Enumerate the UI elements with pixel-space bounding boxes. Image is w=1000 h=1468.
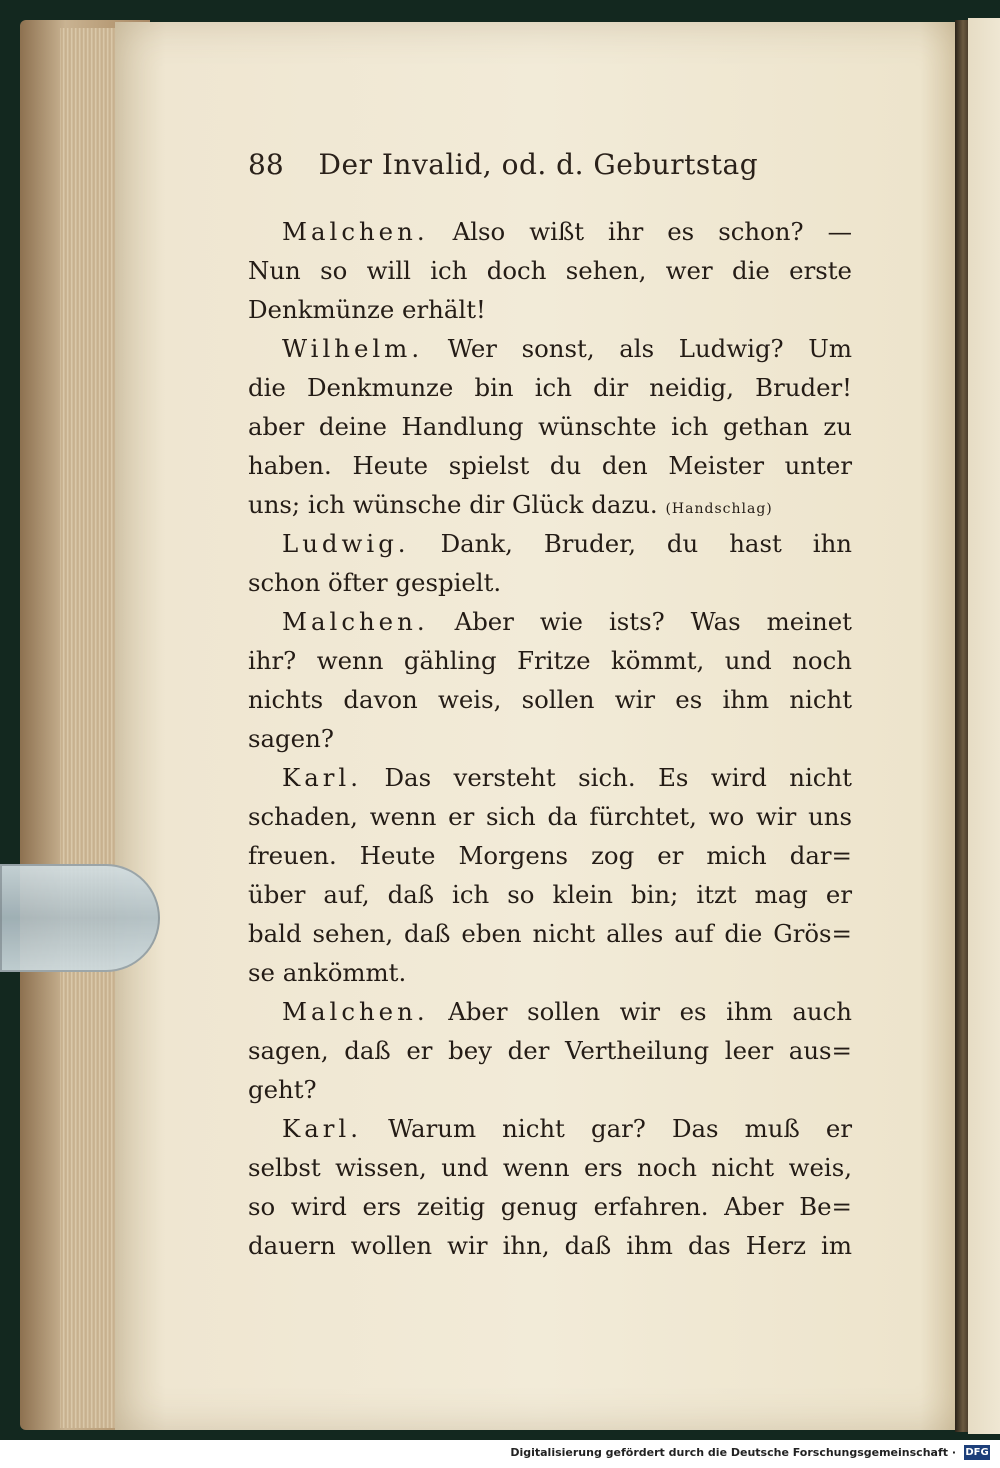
line-text: Also wißt ihr es schon? — [452, 217, 852, 246]
line-text: schon öfter gespielt. [248, 568, 502, 597]
text-line [248, 485, 852, 524]
line-text: sagen, daß er bey der Vertheilung leer aus= [248, 1036, 852, 1065]
text-line [248, 446, 852, 485]
text-line [248, 992, 852, 1031]
line-text: schaden, wenn er sich da fürchtet, wo wir uns [248, 802, 852, 831]
text-line [248, 914, 852, 953]
running-title: Der Invalid, od. d. Geburtstag [318, 148, 759, 181]
line-text: Wer sonst, als Ludwig? Um [447, 334, 852, 363]
text-line [248, 1031, 852, 1070]
line-text: uns; ich wünsche dir Glück dazu. [248, 490, 658, 519]
text-line [248, 1070, 852, 1109]
speaker-name: Malchen. [282, 217, 429, 246]
speaker-name: Wilhelm. [282, 334, 424, 363]
text-line [248, 758, 852, 797]
text-line [248, 407, 852, 446]
text-line [248, 1148, 852, 1187]
text-line [248, 1109, 852, 1148]
text-line [248, 797, 852, 836]
text-line [248, 329, 852, 368]
text-line [248, 563, 852, 602]
line-text: sagen? [248, 724, 334, 753]
page-holder-clip [0, 864, 160, 972]
text-line [248, 602, 852, 641]
line-text: aber deine Handlung wünschte ich gethan zu [248, 412, 852, 441]
stage-direction: (Handschlag) [665, 501, 773, 517]
line-text: geht? [248, 1075, 317, 1104]
line-text: über auf, daß ich so klein bin; itzt mag er [248, 880, 852, 909]
speaker-name: Malchen. [282, 997, 429, 1026]
speaker-name: Karl. [282, 763, 362, 792]
speaker-name: Malchen. [282, 607, 429, 636]
line-text: Aber sollen wir es ihm auch [448, 997, 852, 1026]
speaker-name: Ludwig. [282, 529, 410, 558]
line-text: Das versteht sich. Es wird nicht [384, 763, 852, 792]
page-header [248, 148, 848, 192]
text-line [248, 1187, 852, 1226]
line-text: ihr? wenn gähling Fritze kömmt, und noch [248, 646, 852, 675]
line-text: dauern wollen wir ihn, daß ihm das Herz im [248, 1231, 852, 1260]
line-text: Aber wie ists? Was meinet [454, 607, 852, 636]
dfg-logo: DFG [965, 1447, 989, 1458]
page-number: 88 [248, 148, 284, 181]
line-text: selbst wissen, und wenn ers noch nicht weis, [248, 1153, 852, 1182]
text-line [248, 641, 852, 680]
line-text: Nun so will ich doch sehen, wer die erste [248, 256, 852, 285]
text-line [248, 368, 852, 407]
line-text: freuen. Heute Morgens zog er mich dar= [248, 841, 852, 870]
footer-bar [0, 1440, 1000, 1468]
text-line [248, 875, 852, 914]
line-text: Dank, Bruder, du hast ihn [440, 529, 852, 558]
text-line [248, 953, 852, 992]
text-line [248, 290, 852, 329]
text-line [248, 212, 852, 251]
line-text: nichts davon weis, sollen wir es ihm nicht [248, 685, 852, 714]
text-line [248, 251, 852, 290]
line-text: Warum nicht gar? Das muß er [388, 1114, 852, 1143]
line-text: se ankömmt. [248, 958, 407, 987]
text-line [248, 680, 852, 719]
body-text [248, 212, 852, 1265]
speaker-name: Karl. [282, 1114, 362, 1143]
text-line [248, 524, 852, 563]
line-text: so wird ers zeitig genug erfahren. Aber Be= [248, 1192, 852, 1221]
facing-page-edge [968, 18, 1000, 1434]
line-text: Denkmünze erhält! [248, 295, 486, 324]
line-text: haben. Heute spielst du den Meister unter [248, 451, 852, 480]
funding-credit: Digitalisierung gefördert durch die Deutsche Forschungsgemeinschaft · [510, 1446, 956, 1459]
line-text: bald sehen, daß eben nicht alles auf die Grös= [248, 919, 852, 948]
text-line [248, 1226, 852, 1265]
line-text: die Denkmunze bin ich dir neidig, Bruder! [248, 373, 852, 402]
text-line [248, 836, 852, 875]
text-line [248, 719, 852, 758]
